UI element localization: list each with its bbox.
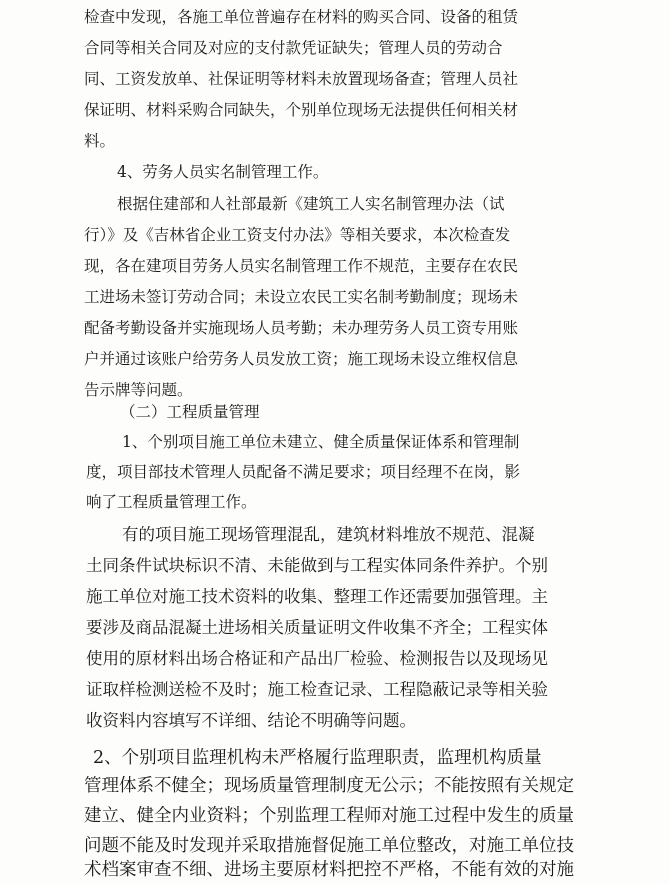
text-line: 建立、健全内业资料；个别监理工程师对施工过程中发生的质量	[84, 806, 574, 826]
text-line: 合同等相关合同及对应的支付款凭证缺失；管理人员的劳动合	[84, 39, 503, 57]
text-line: 行）》及《吉林省企业工资支付办法》等相关要求，本次检查发	[84, 226, 511, 244]
text-line: 1、个别项目施工单位未建立、健全质量保证体系和管理制	[122, 433, 520, 451]
text-line: 土同条件试块标识不清、未能做到与工程实体同条件养护。个别	[86, 556, 548, 575]
text-line: 告示牌等问题。	[84, 381, 193, 399]
text-line: 有的项目施工现场管理混乱，建筑材料堆放不规范、混凝	[122, 525, 535, 544]
text-line: 使用的原材料出场合格证和产品出厂检验、检测报告以及现场见	[86, 649, 548, 668]
text-line: 2、个别项目监理机构未严格履行监理职责，监理机构质量	[93, 748, 542, 768]
text-line: 响了工程质量管理工作。	[86, 493, 257, 511]
text-line: 收资料内容填写不详细、结论不明确等问题。	[86, 711, 416, 730]
section-heading: 4、劳务人员实名制管理工作。	[117, 163, 329, 181]
text-line: 工进场未签订劳动合同；未设立农民工实名制考勤制度；现场未	[84, 288, 519, 306]
text-line: 检查中发现，各施工单位普遍存在材料的购买合同、设备的租赁	[84, 8, 519, 26]
text-line: 术档案审查不细、进场主要原材料把控不严格，不能有效的对施	[84, 860, 574, 880]
section-heading: （二）工程质量管理	[120, 403, 260, 421]
text-line: 问题不能及时发现并采取措施督促施工单位整改，对施工单位技	[84, 836, 574, 856]
text-line: 保证明、材料采购合同缺失，个别单位现场无法提供任何相关材	[84, 101, 519, 119]
text-line: 户并通过该账户给劳务人员发放工资；施工现场未设立维权信息	[84, 350, 519, 368]
text-line: 管理体系不健全；现场质量管理制度无公示；不能按照有关规定	[84, 776, 574, 796]
text-line: 根据住建部和人社部最新《建筑工人实名制管理办法（试	[117, 195, 505, 213]
text-line: 证取样检测送检不及时；施工检查记录、工程隐蔽记录等相关验	[86, 680, 548, 699]
text-line: 要涉及商品混凝土进场相关质量证明文件收集不齐全；工程实体	[86, 618, 548, 637]
text-line: 同、工资发放单、社保证明等材料未放置现场备查；管理人员社	[84, 70, 519, 88]
text-line: 度，项目部技术管理人员配备不满足要求；项目经理不在岗，影	[86, 463, 521, 481]
text-line: 料。	[84, 132, 116, 150]
text-line: 现，各在建项目劳务人员实名制管理工作不规范，主要存在农民	[84, 257, 519, 275]
text-line: 施工单位对施工技术资料的收集、整理工作还需要加强管理。主	[86, 587, 548, 606]
text-line: 配备考勤设备并实施现场人员考勤；未办理劳务人员工资专用账	[84, 319, 519, 337]
